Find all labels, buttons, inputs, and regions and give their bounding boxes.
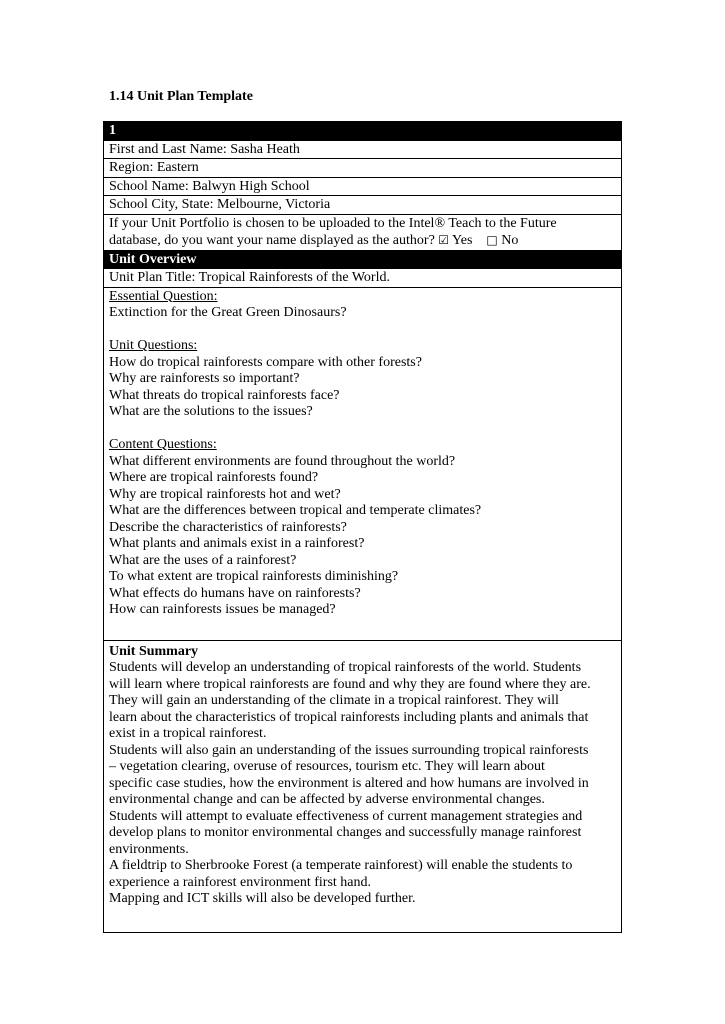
- school-name-field: School Name: Balwyn High School: [104, 178, 621, 197]
- unit-summary-cell: [104, 641, 621, 933]
- summary-line: – vegetation clearing, overuse of resources, tourism etc. They will learn about: [109, 759, 545, 774]
- yes-label: Yes: [452, 233, 473, 248]
- content-question-item: Describe the characteristics of rainforests?: [109, 519, 347, 535]
- summary-line: learn about the characteristics of tropical rainforests including plants and animals that: [109, 709, 589, 725]
- content-question-item: To what extent are tropical rainforests diminishing?: [109, 569, 399, 584]
- summary-line: Students will develop an understanding of tropical rainforests of the world. Students: [109, 660, 582, 675]
- content-question-item: What plants and animals exist in a rainforest?: [109, 536, 365, 551]
- essential-question-heading: Essential Question:: [109, 288, 218, 304]
- summary-line: Students will attempt to evaluate effectiveness of current management strategies and: [109, 808, 583, 824]
- content-question-item: How can rainforests issues be managed?: [109, 602, 336, 617]
- author-display-question: [104, 215, 621, 251]
- no-label: No: [501, 233, 519, 248]
- summary-line: develop plans to monitor environmental changes and successfully manage rainforest: [109, 825, 582, 840]
- region-field: Region: Eastern: [104, 159, 621, 178]
- content-question-item: What are the uses of a rainforest?: [109, 552, 297, 568]
- unit-question-item: How do tropical rainforests compare with other forests?: [109, 354, 422, 370]
- unit-plan-title-field: Unit Plan Title: Tropical Rainforests of the World.: [104, 269, 621, 288]
- content-questions-heading: Content Questions:: [109, 437, 217, 452]
- summary-line: A fieldtrip to Sherbrooke Forest (a temperate rainforest) will enable the students to: [109, 858, 573, 873]
- unit-question-item: What threats do tropical rainforests face?: [109, 387, 340, 403]
- summary-line: specific case studies, how the environment is altered and how humans are involved in: [109, 775, 589, 791]
- unit-questions-heading: Unit Questions:: [109, 338, 198, 353]
- content-question-item: What are the differences between tropical and temperate climates?: [109, 503, 482, 518]
- content-question-item: What different environments are found throughout the world?: [109, 453, 456, 469]
- summary-line: experience a rainforest environment first hand.: [109, 874, 372, 890]
- school-city-field: School City, State: Melbourne, Victoria: [104, 196, 621, 215]
- summary-line: Mapping and ICT skills will also be developed further.: [109, 891, 416, 906]
- unit-plan-table: [103, 121, 622, 933]
- section-number-header: 1: [104, 122, 621, 141]
- yes-checkbox-checked-icon[interactable]: ☑: [438, 233, 450, 247]
- content-question-item: What effects do humans have on rainforests?: [109, 585, 361, 601]
- author-question-text: database, do you want your name displayed as the author?: [109, 233, 435, 248]
- unit-question-item: What are the solutions to the issues?: [109, 404, 313, 419]
- author-question-line-1: If your Unit Portfolio is chosen to be uploaded to the Intel® Teach to the Future: [109, 215, 557, 231]
- unit-overview-header: Unit Overview: [104, 251, 621, 270]
- summary-line: They will gain an understanding of the climate in a tropical rainforest. They will: [109, 693, 559, 708]
- unit-summary-heading: Unit Summary: [109, 643, 199, 659]
- page-title: 1.14 Unit Plan Template: [109, 89, 253, 104]
- summary-line: environments.: [109, 841, 189, 857]
- essential-question: Extinction for the Great Green Dinosaurs?: [109, 305, 347, 320]
- content-question-item: Where are tropical rainforests found?: [109, 470, 319, 485]
- summary-line: Students will also gain an understanding of the issues surrounding tropical rainforests: [109, 742, 589, 758]
- no-checkbox-icon[interactable]: □: [486, 233, 498, 247]
- summary-line: environmental change and can be affected by adverse environmental changes.: [109, 792, 545, 807]
- author-question-line-2: [109, 232, 621, 250]
- content-question-item: Why are tropical rainforests hot and wet?: [109, 486, 341, 502]
- questions-cell: [104, 288, 621, 641]
- summary-line: will learn where tropical rainforests are found and why they are found where they are.: [109, 676, 591, 692]
- summary-line: exist in a tropical rainforest.: [109, 726, 267, 741]
- name-field: First and Last Name: Sasha Heath: [104, 141, 621, 160]
- unit-question-item: Why are rainforests so important?: [109, 371, 300, 386]
